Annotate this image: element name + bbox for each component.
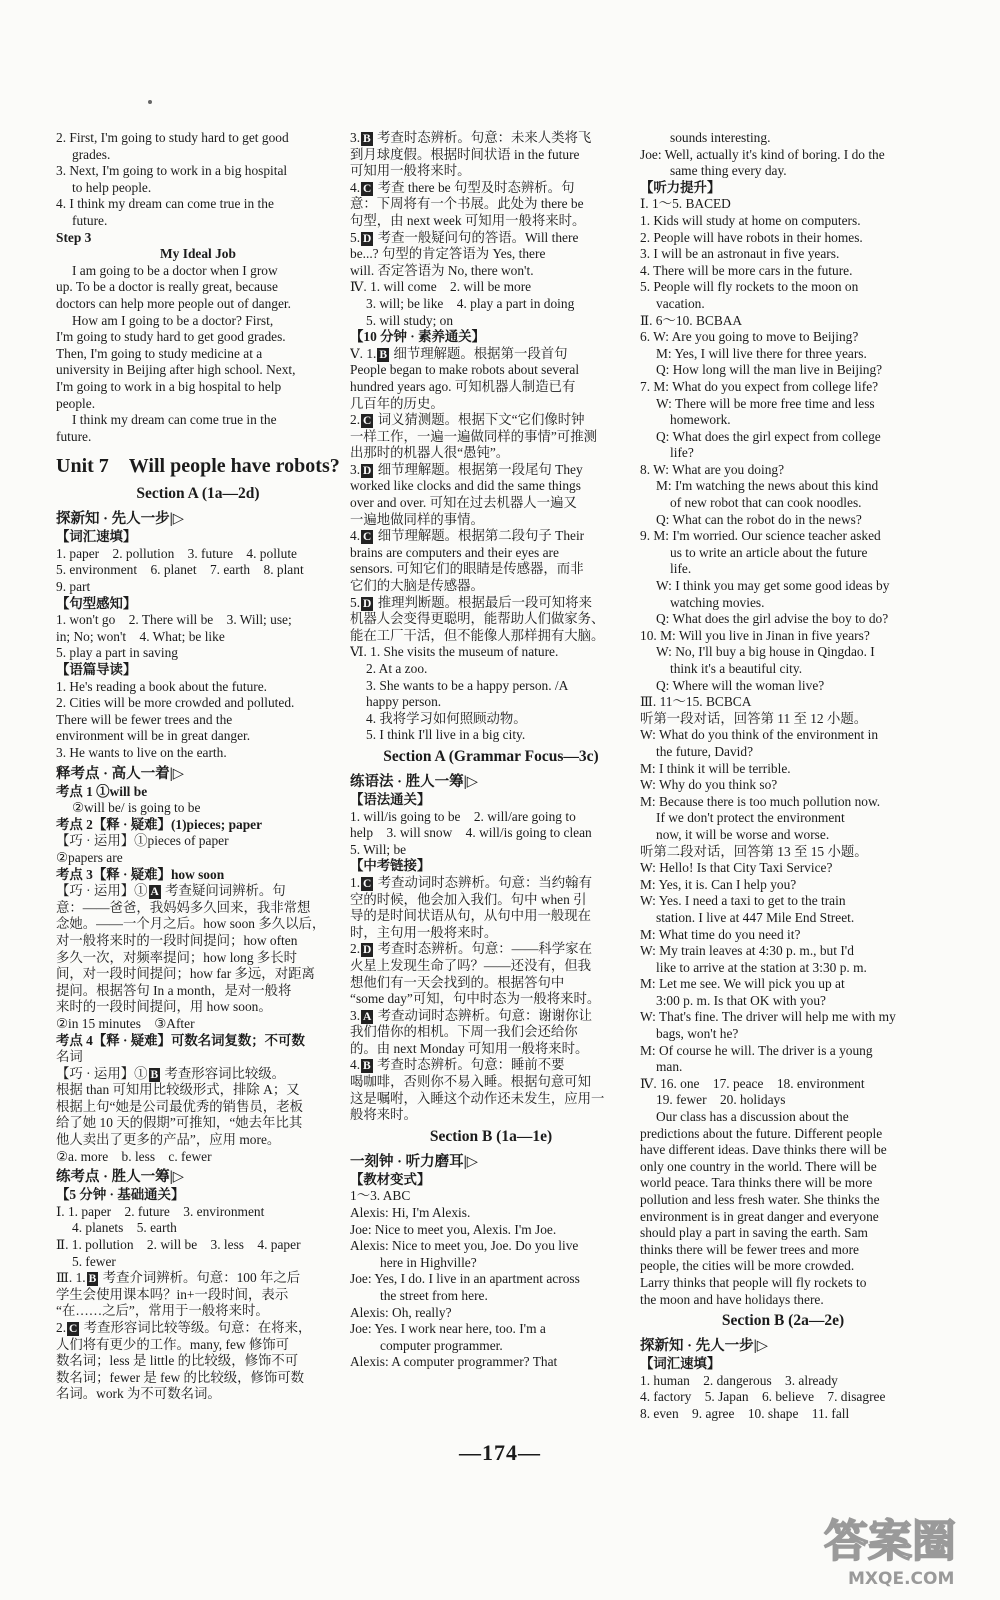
dialog-line: bags, won't he? [656, 1026, 739, 1042]
text-line: future. [72, 212, 108, 228]
answer-box: D [363, 597, 372, 610]
text-line: 1. won't go 2. There will be 3. Will; use; [56, 612, 292, 628]
text-line: 1～3. ABC [350, 1188, 411, 1204]
dialog-line: of new robot that can cook noodles. [670, 495, 862, 511]
text-line: 对一般将来时的一段时间提问；how often [56, 932, 298, 948]
text-line: Ⅵ. 1. She visits the museum of nature. [350, 644, 559, 660]
tag-heading: 【教材变式】 [350, 1171, 431, 1187]
answer-box: B [88, 1273, 97, 1286]
dialog-line: Alexis: Hi, I'm Alexis. [350, 1205, 471, 1221]
band-heading: 练考点 · 胜人一筹|▷ [56, 1169, 184, 1186]
text-line: 2. At a zoo. [366, 661, 428, 676]
essay-line: world peace. Tara thinks there will be more [640, 1175, 873, 1191]
dialog-line: M: Yes, I will live there for three years. [656, 345, 867, 361]
essay-line: people, the cities will be more crowded. [640, 1258, 855, 1274]
text-line: 19. fewer 20. holidays [656, 1092, 786, 1108]
dialog-line: Joe: Yes. I work near here, too. I'm a [350, 1321, 546, 1337]
answer-box: B [150, 1068, 159, 1081]
text-line: 3. D 细节理解题。根据第一段尾句 They [350, 461, 583, 477]
essay-line: I am going to be a doctor when I grow [72, 262, 278, 278]
text-line: 4. C 细节理解题。根据第二段句子 Their [350, 528, 585, 544]
band-heading: 一刻钟 · 听力磨耳|▷ [350, 1153, 478, 1170]
dialog-line: life? [670, 445, 694, 461]
dialog-line: here in Highville? [380, 1254, 477, 1270]
essay-title: My Ideal Job [160, 246, 236, 262]
dialog-line: computer programmer. [380, 1337, 503, 1353]
text-line: 4. There will be more cars in the future. [640, 262, 853, 278]
step-heading: Step 3 [56, 229, 92, 245]
text-line: 【巧 · 运用】① A 考查疑问词辨析。句 [56, 883, 286, 899]
text-line: 时，主句用一般将来时。 [350, 924, 498, 940]
text-line: 1. paper 2. pollution 3. future 4. pollute [56, 545, 297, 561]
answer-box: D [363, 944, 372, 957]
answer-box: C [69, 1323, 78, 1335]
kaodian-line: 考点 3【释 · 疑难】how soon [56, 866, 225, 882]
text-line: 2. First, I'm going to study hard to get good [56, 130, 289, 145]
text-line: hundred years ago. 可知机器人制造已有 [350, 378, 576, 394]
text-line: 1. Kids will study at home on computers. [640, 212, 861, 228]
band-heading: 练语法 · 胜人一筹|▷ [350, 773, 478, 790]
dialog-line: W: Yes. I need a taxi to get to the train [640, 893, 846, 909]
text-line: People began to make robots about several [350, 362, 580, 378]
text-line: 能在工厂干活，但不能像人那样拥有大脑。 [350, 627, 605, 643]
text-line: 4. C 考查 there be 句型及时态辨析。句 [350, 179, 575, 195]
text-line: 句型，由 next week 可知用一般将来时。 [350, 212, 586, 228]
dialog-line: 9. M: I'm worried. Our science teacher asked [640, 528, 881, 544]
tag-heading: 【语法通关】 [350, 791, 431, 807]
dialog-line: W: I think you may get some good ideas by [656, 578, 890, 594]
text-line: Ⅴ. 1. B 细节理解题。根据第一段首句 [350, 345, 568, 361]
tag-heading: 【词汇速填】 [640, 1356, 721, 1372]
text-line: in; No; won't 4. What; be like [56, 628, 225, 644]
dialog-line: sounds interesting. [670, 130, 771, 145]
text-line: “在……之后”，常用于一般将来时。 [56, 1303, 269, 1319]
text-line: vacation. [656, 295, 705, 311]
text-line: Ⅳ. 1. will come 2. will be more [350, 279, 532, 295]
page-number: —174— [459, 1440, 541, 1465]
text-line: 给了她 10 天的假期”可推知，“她去年比其 [56, 1115, 303, 1131]
text-line: be...? 句型的肯定答语为 Yes, there [350, 246, 546, 262]
text-line: 3. She wants to be a happy person. /A [366, 677, 569, 693]
text-line: 的。由 next Monday 可知用一般将来时。 [350, 1040, 589, 1056]
dialog-line: M: I think it will be terrible. [640, 760, 791, 776]
text-line: 5. People will fly rockets to the moon on [640, 279, 859, 295]
essay-line: thinks there will be fewer trees and more [640, 1241, 860, 1257]
text-line: worked like clocks and did the same things [350, 478, 581, 494]
dialog-line: the street from here. [380, 1288, 488, 1303]
watermark-url: MXQE.COM [848, 1569, 955, 1589]
text-line: 一样工作，一遍一遍做同样的事情”可推测 [350, 428, 597, 444]
text-line: ②papers are [56, 849, 123, 865]
text-line: 般将来时。 [350, 1107, 417, 1123]
essay-line: up. To be a doctor is really great, because [56, 279, 278, 295]
band-heading: 探新知 · 先人一步|▷ [56, 511, 184, 528]
column-left [56, 130, 340, 1403]
text-line: over and over. 可知在过去机器人一遍又 [350, 495, 577, 511]
text-line: 5. environment 6. planet 7. earth 8. plant [56, 562, 304, 578]
text-line: 5. D 推理判断题。根据最后一段可知将来 [350, 594, 592, 610]
tag-heading: 【5 分钟 · 基础通关】 [56, 1187, 185, 1203]
kaodian-line: 考点 1 ①will be [56, 783, 148, 799]
dialog-line: W: What do you think of the environment in [640, 727, 879, 743]
section-heading: Section A (Grammar Focus—3c) [383, 747, 599, 765]
text-line: 3. A 考查动词时态辨析。句意：谢谢你让 [350, 1007, 592, 1023]
text-line: 5. I think I'll live in a big city. [366, 727, 526, 743]
text-line: 2. C 词义猜测题。根据下文“它们像时钟 [350, 412, 585, 428]
text-line: 5. fewer [72, 1253, 116, 1269]
essay-line: only one country in the world. There will be [640, 1158, 877, 1174]
essay-line: future. [56, 428, 92, 444]
text-line: sensors. 可知它们的眼睛是传感器，而非 [350, 561, 584, 577]
text-line: happy person. [366, 694, 442, 710]
text-line: 来时的一段时间提问，用 how soon。 [56, 999, 272, 1015]
dialog-line: W: Hello! Is that City Taxi Service? [640, 860, 833, 876]
text-line: Ⅰ. 1～5. BACED [640, 196, 731, 212]
essay-line: should play a part in saving the earth. Sam [640, 1225, 868, 1241]
kaodian-line: 考点 4【释 · 疑难】可数名词复数；不可数 [56, 1032, 305, 1048]
text-line: grades. [72, 146, 111, 162]
answer-box: C [363, 877, 372, 890]
text-line: 听第一段对话，回答第 11 至 12 小题。 [640, 710, 868, 726]
text-line: 名词 [56, 1049, 83, 1065]
section-heading: Section B (1a—1e) [429, 1127, 553, 1145]
text-line: 3. I will be an astronaut in five years. [640, 246, 840, 262]
dialog-line: the future, David? [656, 743, 754, 759]
essay-line: I'm going to work in a big hospital to help [56, 378, 282, 394]
text-line: 5. Will; be [350, 841, 407, 857]
dialog-line: W: Why do you think so? [640, 777, 778, 793]
text-line: Ⅱ. 1. pollution 2. will be 3. less 4. paper [56, 1237, 301, 1253]
unit-title: Unit 7 Will people have robots? [56, 455, 340, 478]
dialog-line: think it's a beautiful city. [670, 661, 803, 676]
dialog-line: homework. [670, 412, 731, 428]
text-line: 4. B 考查时态辨析。句意：睡前不要 [350, 1057, 565, 1073]
text-line: 他人卖出了更多的产品”，应用 more。 [56, 1132, 281, 1148]
essay-line: predictions about the future. Different people [640, 1125, 883, 1141]
text-line: ②will be/ is going to be [72, 800, 201, 816]
text-line: 5. D 考查一般疑问句的答语。Will there [350, 229, 579, 245]
text-line: will. 否定答语为 No, there won't. [350, 262, 534, 278]
text-line: Ⅲ. 1. B 考查介词辨析。句意：100 年之后 [56, 1270, 301, 1286]
text-line: 1. will/is going to be 2. will/are going to [350, 808, 576, 824]
dialog-line: watching movies. [670, 594, 765, 610]
answer-box: D [363, 464, 372, 477]
text-line: Ⅲ. 11～15. BCBCA [640, 694, 752, 710]
text-line: 意：下周将有一个书展。此处为 there be [350, 196, 584, 212]
essay-line: the moon and have holidays there. [640, 1291, 824, 1307]
text-line: 1. He's reading a book about the future. [56, 678, 268, 694]
dialog-line: now, it will be worse and worse. [656, 826, 830, 842]
answer-box: C [363, 182, 372, 195]
essay-line: I think my dream can come true in the [72, 412, 277, 428]
text-line: Ⅰ. 1. paper 2. future 3. environment [56, 1203, 265, 1219]
dialog-line: M: Of course he will. The driver is a young [640, 1042, 873, 1058]
dialog-line: 7. M: What do you expect from college life? [640, 378, 879, 394]
tag-heading: 【10 分钟 · 素养通关】 [350, 329, 486, 345]
essay-line: I'm going to study hard to get good grades. [56, 329, 286, 345]
text-line: 1. human 2. dangerous 3. already [640, 1372, 838, 1388]
text-line: 2. People will have robots in their homes. [640, 229, 863, 245]
dialog-line: M: Yes, it is. Can I help you? [640, 876, 797, 892]
essay-line: How am I going to be a doctor? First, [72, 312, 274, 328]
text-line: to help people. [72, 179, 152, 195]
text-line: 机器人会变得更聪明，能帮助人们做家务、 [350, 611, 605, 627]
section-heading: Section A (1a—2d) [136, 485, 260, 503]
dialog-line: M: What time do you need it? [640, 926, 801, 942]
text-line: 根据 than 可知用比较级形式，排除 A；又 [56, 1082, 300, 1098]
dialog-line: like to arrive at the station at 3:30 p. m. [656, 959, 867, 975]
essay-line: pollution and less fresh water. She thinks the [640, 1192, 880, 1207]
dialog-line: 3:00 p. m. Is that OK with you? [656, 992, 826, 1008]
essay-line: doctors can help more people out of danger. [56, 295, 292, 311]
text-line: 4. factory 5. Japan 6. believe 7. disagree [640, 1389, 886, 1405]
text-line: 火星上发现生命了吗？——还没有，但我 [350, 957, 592, 973]
text-line: brains are computers and their eyes are [350, 544, 559, 560]
text-line: 5. play a part in saving [56, 645, 178, 661]
text-line: 1. C 考查动词时态辨析。句意：当约翰有 [350, 874, 592, 890]
essay-line: Then, I'm going to study medicine at a [56, 345, 263, 361]
essay-line: Our class has a discussion about the [656, 1109, 849, 1125]
watermark-glyphs: 答案圈 [824, 1516, 956, 1567]
text-line: 听第二段对话，回答第 13 至 15 小题。 [640, 843, 868, 859]
text-line: 【巧 · 运用】①pieces of paper [56, 833, 229, 849]
text-line: 可知用一般将来时。 [350, 163, 471, 179]
essay-line: environment is in great danger and everyone [640, 1208, 879, 1224]
dialog-line: 6. W: Are you going to move to Beijing? [640, 329, 859, 345]
text-line: 4. planets 5. earth [72, 1220, 177, 1236]
answer-box: B [379, 348, 388, 361]
text-line: ②a. more b. less c. fewer [56, 1148, 212, 1164]
dialog-line: 10. M: Will you live in Jinan in five years? [640, 627, 870, 643]
text-line: 学生会使用课本吗？in+一段时间，表示 [56, 1286, 289, 1302]
tag-heading: 【词汇速填】 [56, 529, 137, 545]
text-line: 喝咖啡，否则你不易入睡。根据句意可知 [350, 1074, 592, 1090]
dialog-line: Q: What does the girl expect from college [656, 428, 881, 444]
text-line: 数名词；fewer 是 few 的比较级，修饰可数 [56, 1369, 305, 1385]
dialog-line: Joe: Yes, I do. I live in an apartment across [350, 1271, 580, 1287]
column-middle [350, 130, 632, 1371]
dialog-line: W: That's fine. The driver will help me with my [640, 1009, 896, 1025]
text-line: 到月球度假。根据时间状语 in the future [350, 146, 580, 162]
text-line: Ⅱ. 6～10. BCBAA [640, 312, 743, 328]
answer-box: A [150, 886, 159, 899]
dialog-line: Q: Where will the woman live? [656, 677, 825, 693]
answer-box: C [363, 531, 372, 544]
text-line: 提问。根据答句 In a month，是对一般将 [56, 982, 292, 998]
text-line: 导的是时间状语从句，从句中用一般现在 [350, 908, 592, 924]
dialog-line: M: Let me see. We will pick you up at [640, 976, 845, 992]
text-line: “some day”可知，句中时态为一般将来时。 [350, 991, 601, 1007]
text-line: 3. Next, I'm going to work in a big hospital [56, 163, 288, 179]
text-line: 【巧 · 运用】① B 考查形容词比较级。 [56, 1065, 286, 1081]
dialog-line: station. I live at 447 Mile End Street. [656, 909, 855, 925]
tag-heading: 【语篇导读】 [56, 662, 137, 678]
dialog-line: If we don't protect the environment [656, 810, 845, 826]
text-line: Ⅳ. 16. one 17. peace 18. environment [640, 1075, 865, 1091]
text-line: 名词。work 为不可数名词。 [56, 1386, 221, 1402]
text-line: 意：——爸爸，我妈妈多久回来，我非常想 [56, 899, 311, 915]
dialog-line: Q: What does the girl advise the boy to do? [656, 611, 889, 627]
text-line: 人们将有更少的工作。many, few 修饰可 [56, 1336, 290, 1352]
text-line: 5. will study; on [366, 312, 454, 328]
kaodian-line: 考点 2【释 · 疑难】(1)pieces; paper [56, 816, 263, 832]
dialog-line: M: Because there is too much pollution now. [640, 793, 881, 809]
dialog-line: W: No, I'll buy a big house in Qingdao. I [656, 644, 875, 660]
essay-line: Larry thinks that people will fly rockets to [640, 1274, 867, 1290]
text-line: help 3. will snow 4. will/is going to clean [350, 825, 592, 841]
text-line: 4. 我将学习如何照顾动物。 [366, 710, 527, 726]
text-line: 9. part [56, 579, 91, 595]
text-line: 间，对一段时间提问；how far 多远，对距离 [56, 966, 315, 982]
text-line: 数名词；less 是 little 的比较级，修饰不可 [56, 1353, 299, 1369]
tag-heading: 【听力提升】 [640, 179, 721, 195]
essay-line: people. [56, 395, 96, 411]
tag-heading: 【句型感知】 [56, 595, 137, 611]
dialog-line: Q: How long will the man live in Beijing? [656, 362, 883, 378]
text-line: 4. I think my dream can come true in the [56, 196, 274, 212]
text-line: 一遍地做同样的事情。 [350, 511, 484, 527]
dialog-line: us to write an article about the future [670, 544, 868, 560]
essay-line: university in Beijing after high school. Next, [56, 362, 296, 378]
tag-heading: 【中考链接】 [350, 858, 431, 874]
text-line: 几百年的历史。 [350, 395, 444, 411]
text-line: ②in 15 minutes ③After [56, 1015, 195, 1031]
text-line: 8. even 9. agree 10. shape 11. fall [640, 1405, 850, 1421]
band-heading: 探新知 · 先人一步|▷ [640, 1338, 768, 1355]
column-right [640, 130, 926, 1423]
text-line: 我们借你的相机。下周一我们会还给你 [350, 1024, 578, 1040]
dialog-line: W: My train leaves at 4:30 p. m., but I'd [640, 943, 854, 959]
scan-speck [148, 100, 152, 104]
text-line: 念她。——一个月之后。how soon 多久以后， [56, 916, 326, 932]
dialog-line: 8. W: What are you doing? [640, 461, 785, 477]
text-line: 多久一次，对频率提问；how long 多长时 [56, 949, 298, 965]
dialog-line: same thing every day. [670, 163, 787, 179]
answer-box: D [363, 232, 372, 245]
dialog-line: life. [670, 561, 692, 577]
watermark-logo [818, 1504, 978, 1590]
text-line: 3. B 考查时态辨析。句意：未来人类将飞 [350, 130, 592, 145]
answer-box: B [363, 133, 371, 145]
text-line: 想他们有一天会找到的。根据答句中 [350, 974, 565, 990]
dialog-line: Joe: Well, actually it's kind of boring. I do the [640, 146, 885, 162]
dialog-line: Alexis: A computer programmer? That [350, 1354, 558, 1370]
answer-box: A [363, 1010, 372, 1023]
dialog-line: W: There will be more free time and less [656, 395, 875, 411]
answer-box: C [363, 415, 372, 428]
answer-box: B [363, 1060, 371, 1073]
text-line: 它们的大脑是传感器。 [350, 578, 484, 594]
text-line: 出那时的机器人很“愚钝”。 [350, 445, 510, 461]
text-line: 3. He wants to live on the earth. [56, 745, 227, 760]
section-heading: Section B (2a—2e) [721, 1312, 845, 1330]
essay-line: have different ideas. Dave thinks there will be [640, 1142, 887, 1158]
text-line: 3. will; be like 4. play a part in doing [366, 295, 575, 311]
text-line: 空的时候，他会加入我们。句中 when 引 [350, 891, 587, 907]
dialog-line: Q: What can the robot do in the news? [656, 511, 862, 527]
text-line: 根据上句“她是公司最优秀的销售员，老板 [56, 1098, 303, 1114]
dialog-line: M: I'm watching the news about this kind [656, 478, 879, 494]
text-line: 2. Cities will be more crowded and polluted. [56, 695, 295, 711]
dialog-line: Joe: Nice to meet you, Alexis. I'm Joe. [350, 1221, 557, 1237]
dialog-line: Alexis: Oh, really? [350, 1304, 452, 1320]
text-line: 这是嘱咐，入睡这个动作还未发生，应用一 [350, 1090, 605, 1106]
text-line: 2. D 考查时态辨析。句意：——科学家在 [350, 941, 592, 957]
text-line: environment will be in great danger. [56, 728, 251, 744]
band-heading: 释考点 · 高人一着|▷ [56, 765, 184, 782]
text-line: There will be fewer trees and the [56, 711, 233, 727]
text-line: 2. C 考查形容词比较等级。句意：在将来， [56, 1320, 312, 1335]
dialog-line: man. [656, 1059, 683, 1075]
dialog-line: Alexis: Nice to meet you, Joe. Do you live [350, 1238, 579, 1254]
